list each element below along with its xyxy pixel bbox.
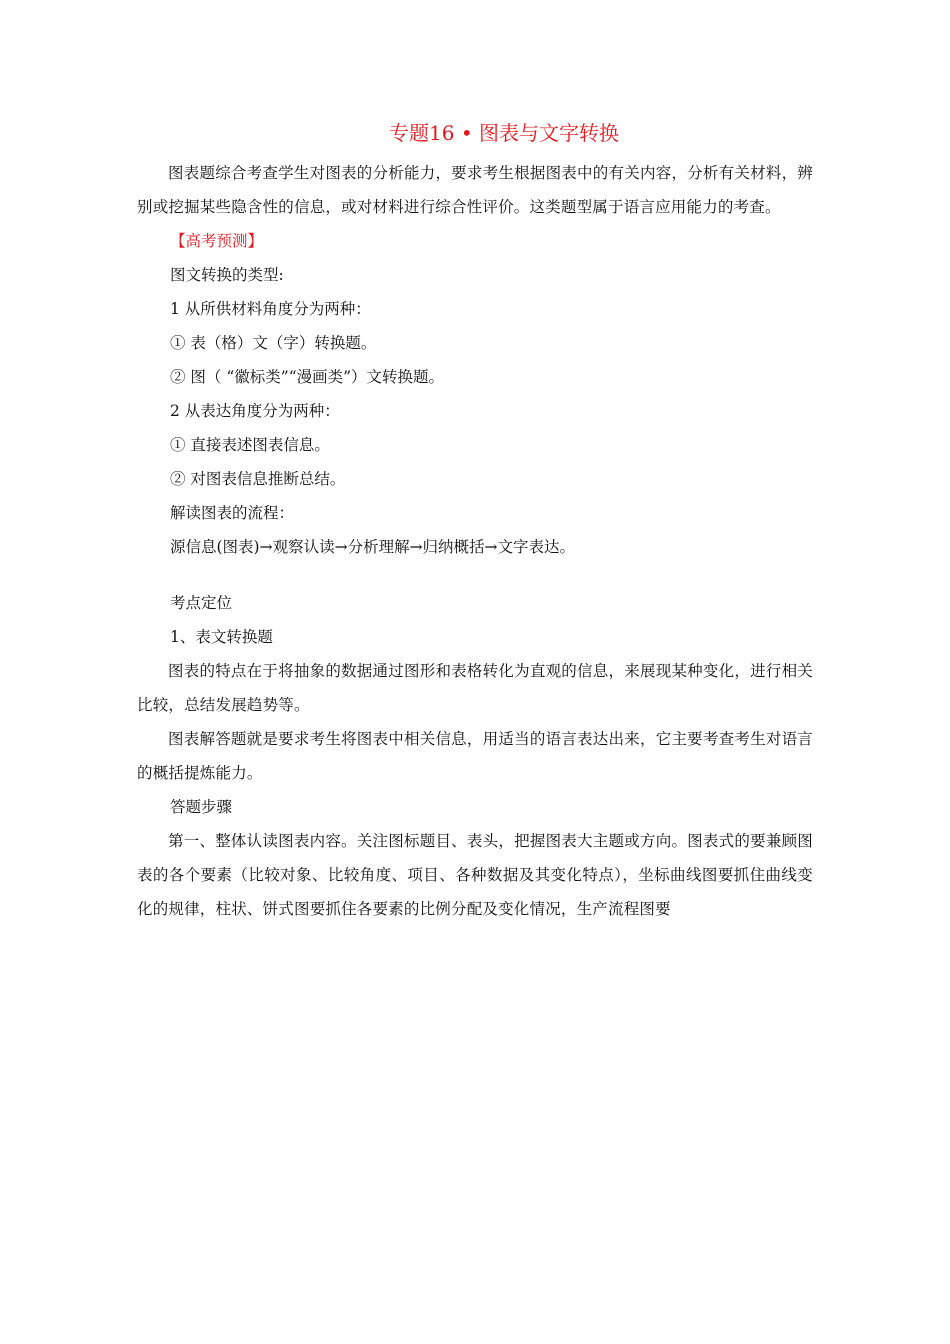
body-paragraph: 第一、整体认读图表内容。关注图标题目、表头，把握图表大主题或方向。图表式的要兼顾图表的各个要素（比较对象、比较角度、项目、各种数据及其变化特点），坐标曲线图要抓住曲线变化的规律，柱状、饼式图要抓住各要素的比例分配及变化情况，生产流程图要	[137, 832, 813, 918]
list-item: ② 对图表信息推断总结。	[170, 470, 346, 488]
body-paragraph: 图表解答题就是要求考生将图表中相关信息，用适当的语言表达出来，它主要考查考生对语言的概括提炼能力。	[137, 730, 813, 782]
spacer	[137, 564, 813, 586]
document-page	[137, 118, 813, 926]
section-heading-positioning: 考点定位	[170, 594, 233, 612]
steps-heading: 答题步骤	[170, 798, 233, 816]
list-item: 1 从所供材料角度分为两种：	[170, 300, 371, 318]
list-item: 解读图表的流程：	[170, 504, 295, 522]
list-item: ② 图（ “徽标类”“漫画类”）文转换题。	[170, 368, 445, 386]
intro-paragraph: 图表题综合考查学生对图表的分析能力，要求考生根据图表中的有关内容，分析有关材料，辨别或挖掘某些隐含性的信息，或对材料进行综合性评价。这类题型属于语言应用能力的考查。	[137, 164, 813, 216]
list-item: 2 从表达角度分为两种：	[170, 402, 340, 420]
list-item: 图文转换的类型:	[170, 266, 284, 284]
list-item: ① 表（格）文（字）转换题。	[170, 334, 377, 352]
list-item: ① 直接表述图表信息。	[170, 436, 330, 454]
page-title: 专题16 • 图表与文字转换	[389, 121, 619, 145]
flow-line: 源信息(图表)→观察认读→分析理解→归纳概括→文字表达。	[170, 538, 576, 556]
section-heading-forecast: 【高考预测】	[170, 232, 264, 250]
body-paragraph: 图表的特点在于将抽象的数据通过图形和表格转化为直观的信息，来展现某种变化，进行相关比较，总结发展趋势等。	[137, 662, 813, 714]
subheading-table-text: 1、表文转换题	[170, 628, 273, 646]
